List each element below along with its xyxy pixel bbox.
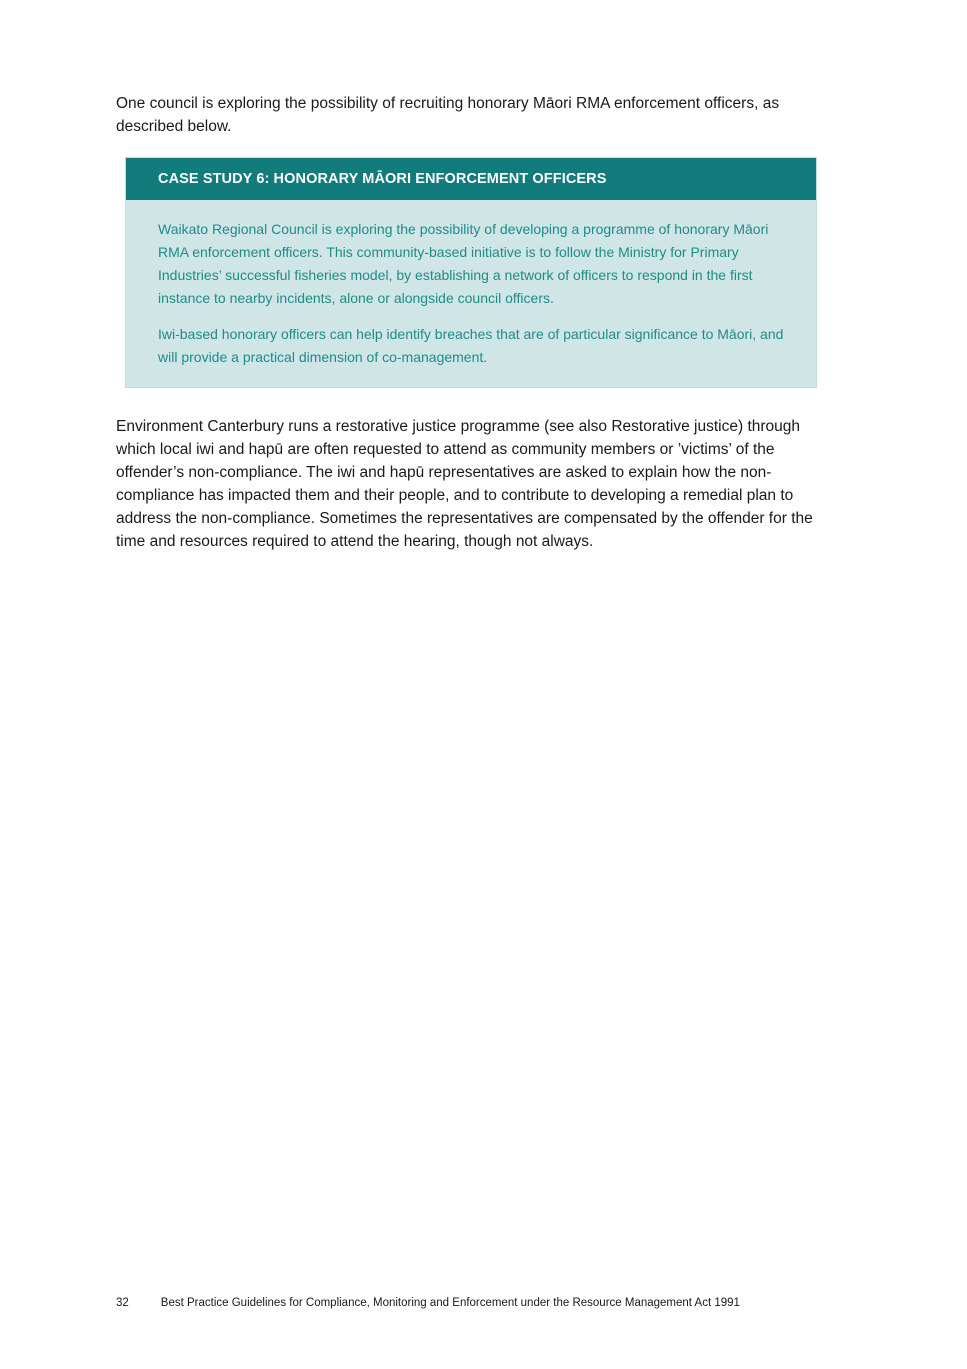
intro-paragraph: One council is exploring the possibility of recruiting honorary Māori RMA enforcement officers, as described below. bbox=[116, 95, 780, 135]
case-study-paragraph-1: Waikato Regional Council is exploring the possibility of developing a programme of honorary Māori RMA enforcement officers. This community-based initiative is to follow the Ministry for Primary Industries’ successful fisheries model, by establishing a network of officers to respond in the first instance to nearby incidents, alone or alongside council officers. bbox=[158, 221, 769, 306]
case-study-title: CASE STUDY 6: HONORARY MĀORI ENFORCEMENT OFFICERS bbox=[126, 158, 816, 200]
case-study-paragraph-2: Iwi-based honorary officers can help identify breaches that are of particular significance to Māori, and will provide a practical dimension of co-management. bbox=[158, 326, 784, 365]
case-study-body bbox=[126, 200, 816, 387]
case-study-box bbox=[125, 157, 817, 388]
footer-document-title: Best Practice Guidelines for Compliance, Monitoring and Enforcement under the Resource Management Act 1991 bbox=[160, 1297, 740, 1309]
body-paragraph: Environment Canterbury runs a restorative justice programme (see also Restorative justice) through which local iwi and hapū are often requested to attend as community members or ’victims’ of the offender’s non-compliance. The iwi and hapū representatives are asked to explain how the non-compliance has impacted them and their people, and to contribute to developing a remedial plan to address the non-compliance. Sometimes the representatives are compensated by the offender for the time and resources required to attend the hearing, though not always. bbox=[116, 418, 813, 550]
page-footer bbox=[116, 1297, 740, 1309]
page-number: 32 bbox=[116, 1297, 129, 1309]
